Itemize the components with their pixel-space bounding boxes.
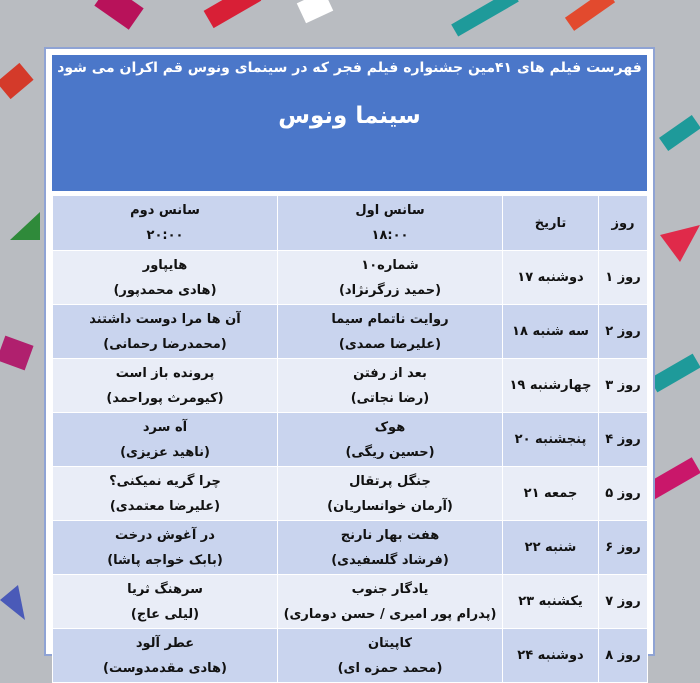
film-title: هوک [374,419,406,435]
header-session1 [278,196,503,251]
film-director: (حمید زرگرنژاد) [338,282,442,298]
session1-cell [278,359,503,413]
day-cell: روز ۵ [599,467,648,521]
film-title: جنگل پرتقال [349,473,431,489]
table-row [53,359,648,413]
film-director: (فرشاد گلسفیدی) [331,552,449,568]
cinema-name: سینما ونوس [278,103,421,129]
film-director: (محمد حمزه ای) [337,660,443,676]
day-cell: روز ۳ [599,359,648,413]
film-title: آه سرد [142,419,188,435]
date-cell: شنبه ۲۲ [503,521,599,575]
table-row [53,305,648,359]
film-director: (پدرام پور امیری / حسن دوماری) [283,606,497,622]
session2-cell [53,629,278,683]
film-director: (کیومرث پوراحمد) [106,390,224,406]
film-director: (هادی مقدمدوست) [103,660,227,676]
header-day: روز [599,196,648,251]
header-session2 [53,196,278,251]
session2-cell [53,521,278,575]
film-director: (رضا نجاتی) [350,390,430,406]
date-cell: چهارشنبه ۱۹ [503,359,599,413]
day-cell: روز ۱ [599,251,648,305]
film-director: (ناهید عزیزی) [120,444,210,460]
session2-time: ۲۰:۰۰ [146,228,184,243]
session1-label: سانس اول [355,203,425,218]
date-cell: جمعه ۲۱ [503,467,599,521]
day-cell: روز ۸ [599,629,648,683]
session1-cell [278,305,503,359]
film-title: روایت ناتمام سیما [331,311,449,327]
header-date: تاریخ [503,196,599,251]
session2-cell [53,413,278,467]
film-director: (آرمان خوانساریان) [327,498,453,514]
session1-cell [278,467,503,521]
session2-label: سانس دوم [130,203,200,218]
table-row [53,251,648,305]
page-title: فهرست فیلم های ۴۱مین جشنواره فیلم فجر که در سینمای ونوس قم اکران می شود [57,60,642,76]
session1-cell [278,521,503,575]
film-title: در آغوش درخت [115,527,215,543]
session1-cell [278,251,503,305]
session1-cell [278,413,503,467]
day-cell: روز ۷ [599,575,648,629]
day-cell: روز ۶ [599,521,648,575]
session1-time: ۱۸:۰۰ [371,228,409,243]
film-title: سرهنگ ثریا [127,581,203,597]
session2-cell [53,467,278,521]
film-title: پرونده باز است [115,365,215,381]
day-cell: روز ۲ [599,305,648,359]
film-title: هفت بهار نارنج [340,527,440,543]
table-row [53,575,648,629]
film-title: عطر آلود [135,635,195,651]
table-row [53,413,648,467]
film-director: (محمدرضا رحمانی) [103,336,227,352]
table-row [53,467,648,521]
date-cell: یکشنبه ۲۳ [503,575,599,629]
table-row [53,629,648,683]
film-title: شماره۱۰ [361,257,419,273]
film-title: چرا گریه نمیکنی؟ [109,473,221,489]
film-title: یادگار جنوب [351,581,429,597]
film-title: آن ها مرا دوست داشتند [89,311,241,327]
date-cell: سه شنبه ۱۸ [503,305,599,359]
film-director: (علیرضا صمدی) [338,336,442,352]
session2-cell [53,251,278,305]
schedule-sheet [44,47,655,676]
film-title: کاپیتان [368,635,412,651]
date-cell: پنجشنبه ۲۰ [503,413,599,467]
film-director: (بابک خواجه پاشا) [107,552,223,568]
schedule-table [52,195,648,683]
day-cell: روز ۴ [599,413,648,467]
session2-cell [53,575,278,629]
table-header-row [53,196,648,251]
session2-cell [53,359,278,413]
film-title: بعد از رفتن [353,365,427,381]
session1-cell [278,575,503,629]
film-director: (هادی محمدپور) [113,282,217,298]
film-director: (لیلی عاج) [130,606,200,622]
header-banner [52,55,647,191]
table-row [53,521,648,575]
date-cell: دوشنبه ۲۴ [503,629,599,683]
film-director: (حسین ریگی) [345,444,435,460]
film-director: (علیرضا معتمدی) [109,498,221,514]
session1-cell [278,629,503,683]
session2-cell [53,305,278,359]
date-cell: دوشنبه ۱۷ [503,251,599,305]
film-title: هایپاور [142,257,188,273]
